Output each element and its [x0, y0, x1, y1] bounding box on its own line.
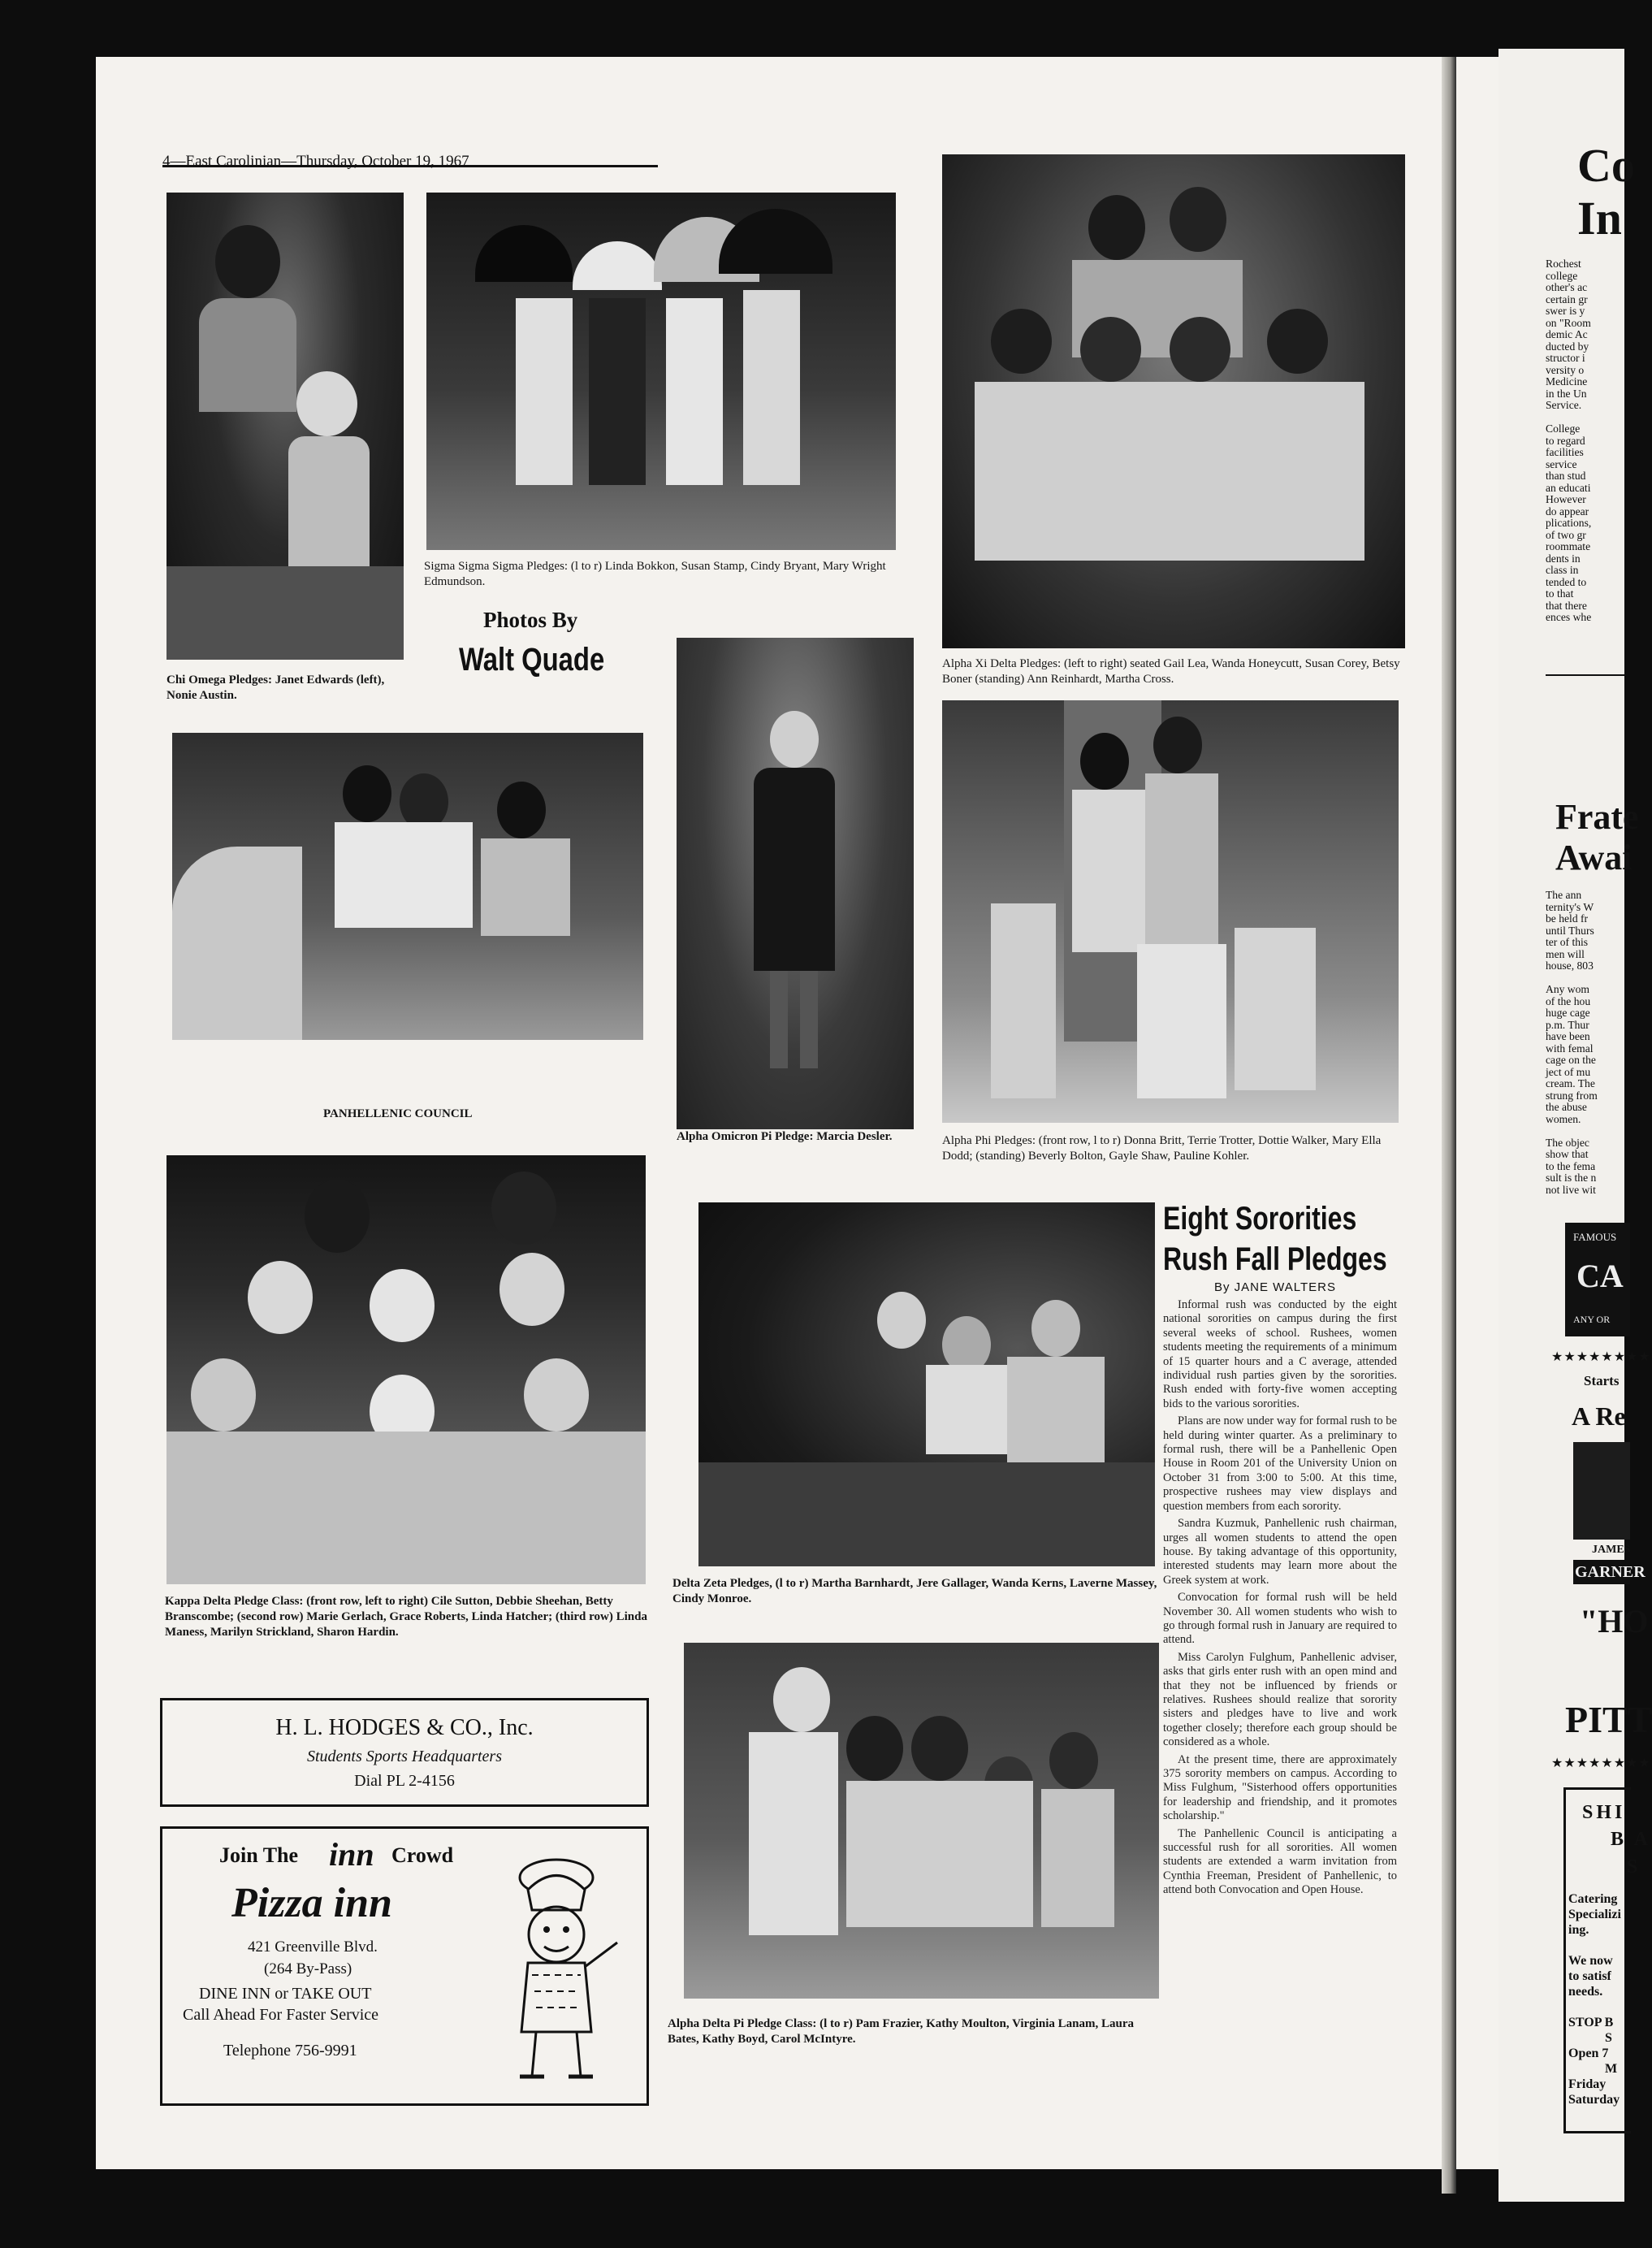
article-paragraph: At the present time, there are approximately 375 sorority members on campus. According to Miss Fulghum, "Sisterhood offers opportunities for leadership and friendship, and it promotes scholarship.": [1163, 1752, 1397, 1823]
ad-pizza-call: Call Ahead For Faster Service: [183, 2006, 379, 2024]
rp-line2: p.m. Thur: [1546, 1018, 1589, 1031]
ad-hodges-phone: Dial PL 2-4156: [354, 1772, 455, 1790]
rp-line: College: [1546, 422, 1581, 435]
photo-chi-omega: [166, 193, 404, 660]
rp-line: roommate: [1546, 540, 1591, 552]
rp-line2: men will: [1546, 947, 1585, 960]
rp-ad3-line: [1568, 1938, 1621, 1953]
rp-line: versity o: [1546, 363, 1585, 376]
rp-headline-3: Frate: [1555, 797, 1639, 837]
rp-line: service: [1546, 457, 1577, 470]
rp-line2: ject of mu: [1546, 1065, 1591, 1078]
rp-line: swer is y: [1546, 305, 1585, 317]
rp-ad1-bottom: ANY OR: [1573, 1314, 1611, 1325]
rp-ad3-text: [1568, 1891, 1621, 2107]
rp-line: [1546, 412, 1591, 424]
rp-line2: be held fr: [1546, 912, 1589, 925]
rp-line2: until Thurs: [1546, 924, 1594, 937]
rp-line2: house, 803: [1546, 959, 1594, 972]
rp-ad3-line: Friday: [1568, 2077, 1607, 2091]
rp-column-1: [1546, 258, 1591, 624]
rp-ad3-line: Specializi: [1568, 1908, 1621, 1921]
article-headline-line1: Eight Sororities: [1163, 1201, 1357, 1237]
ad-pizza-crowd: Crowd: [391, 1843, 454, 1867]
rp-line: do appear: [1546, 505, 1589, 518]
caption-alpha-phi: Alpha Phi Pledges: (front row, l to r) Donna Britt, Terrie Trotter, Dottie Walker, Mary Ella Dodd; (standing) Beverly Bolton, Gayle Shaw, Pauline Kohler.: [942, 1134, 1382, 1163]
rp-line2: ternity's W: [1546, 900, 1594, 913]
ad-pizza-address: 421 Greenville Blvd.: [248, 1938, 378, 1956]
rp-ad3-c: S: [1627, 1856, 1638, 1878]
ad-pizza-join: Join The: [219, 1843, 299, 1867]
rp-ad2-figure: [1573, 1442, 1630, 1540]
rp-line: to that: [1546, 587, 1574, 600]
folio-line: 4—East Carolinian—Thursday, October 19, 1967: [162, 153, 469, 170]
rp-ad3-line: ing.: [1568, 1923, 1589, 1937]
ad-pizza-phone: Telephone 756-9991: [223, 2042, 357, 2060]
rp-line: dents in: [1546, 552, 1581, 565]
rp-line: tended to: [1546, 575, 1587, 588]
rp-ad-catering: [1563, 1787, 1652, 2133]
article-body: [1163, 1298, 1397, 1901]
rp-ad3-line: Catering: [1568, 1892, 1618, 1906]
rp-star-border-bottom: ★★★★★★★★: [1551, 1756, 1651, 1770]
rp-ad2-top: Starts: [1584, 1373, 1620, 1388]
photo-panhellenic-council: [172, 733, 643, 1040]
photo-delta-zeta: [698, 1202, 1155, 1566]
rp-line2: The objec: [1546, 1136, 1589, 1149]
rp-line: structor i: [1546, 352, 1585, 364]
rp-line2: sult is the n: [1546, 1172, 1597, 1184]
photo-alpha-omicron-pi: [677, 638, 914, 1129]
rp-line: other's ac: [1546, 281, 1588, 293]
rp-line: class in: [1546, 564, 1579, 576]
photo-credit-name: Walt Quade: [459, 642, 605, 678]
rp-ad2-james: JAMES: [1592, 1544, 1631, 1556]
rp-line2: [1546, 972, 1598, 985]
rp-line2: not live wit: [1546, 1183, 1596, 1196]
caption-kappa-delta: Kappa Delta Pledge Class: (front row, left to right) Cile Sutton, Debbie Sheehan, Betty Branscombe; (second row) Marie Gerlach, Grace Roberts, Linda Hatcher; (third row) Linda Maness, Marilyn Strickland, Sharon Hardin.: [165, 1595, 647, 1639]
rp-line2: cage on the: [1546, 1054, 1596, 1066]
rp-headline-4: Awai: [1555, 838, 1633, 877]
rp-line: of two gr: [1546, 528, 1586, 541]
pizza-chef-icon: [487, 1845, 625, 2089]
rp-line: on "Room: [1546, 316, 1591, 329]
caption-panhellenic: PANHELLENIC COUNCIL: [323, 1107, 473, 1120]
rp-line: Service.: [1546, 399, 1582, 411]
rp-line: Rochest: [1546, 258, 1581, 270]
rp-line: plications,: [1546, 517, 1592, 529]
rp-ad3-line: needs.: [1568, 1985, 1603, 1999]
rp-column-2: [1546, 890, 1598, 1196]
rp-ad2-garner-band: [1573, 1560, 1646, 1584]
rp-line2: The ann: [1546, 889, 1582, 901]
rp-ad-famous: [1565, 1223, 1630, 1336]
caption-alpha-delta-pi: Alpha Delta Pi Pledge Class: (l to r) Pam Frazier, Kathy Moulton, Virginia Lanam, Laura Bates, Kathy Boyd, Carol McIntyre.: [668, 2017, 1134, 2046]
rp-ad2-a: A Re: [1572, 1401, 1626, 1431]
caption-sigma: Sigma Sigma Sigma Pledges: (l to r) Linda Bokkon, Susan Stamp, Cindy Bryant, Mary Wright Edmundson.: [424, 560, 886, 588]
article-paragraph: The Panhellenic Council is anticipating a successful rush for all sororities. All women students are extended a warm invitation from Cynthia Freeman, President of Panhellenic, to attend both Convocation and Open House.: [1163, 1826, 1397, 1897]
rp-headline-2: In: [1577, 192, 1622, 245]
rp-ad3-line: M: [1605, 2062, 1618, 2076]
rp-headline-1: Co: [1577, 139, 1635, 192]
photo-sigma-sigma-sigma: [426, 193, 896, 550]
rp-line2: ter of this: [1546, 936, 1589, 948]
rp-line: that there: [1546, 599, 1587, 612]
article-byline: By JANE WALTERS: [1214, 1280, 1337, 1294]
rp-ad2-pitt: PITT: [1565, 1699, 1652, 1740]
caption-chi-omega: Chi Omega Pledges: Janet Edwards (left), Nonie Austin.: [166, 674, 385, 702]
rp-line: ences whe: [1546, 611, 1592, 623]
photo-credit-label: Photos By: [483, 608, 578, 632]
rp-line: demic Ac: [1546, 328, 1588, 340]
rp-line: certain gr: [1546, 292, 1588, 305]
rp-ad3-line: Open 7: [1568, 2047, 1609, 2060]
rp-line2: with femal: [1546, 1042, 1594, 1055]
rp-line2: to the fema: [1546, 1159, 1596, 1172]
article-paragraph: Informal rush was conducted by the eight national sororities on campus during the first several weeks of school. Rushees, women students meeting the requirements of a minimum of 15 quarter hours and a C average, attended individual rush parties given by the sororities. Rush ended with forty-five women accepting bids to the various sororities.: [1163, 1298, 1397, 1410]
rp-line2: strung from: [1546, 1089, 1598, 1102]
rp-line: college: [1546, 269, 1578, 282]
photo-kappa-delta: [166, 1155, 646, 1584]
ad-pizza-dine: DINE INN or TAKE OUT: [199, 1985, 372, 2003]
folio-rule: [162, 165, 658, 167]
ad-hodges-tagline: Students Sports Headquarters: [307, 1748, 502, 1765]
rp-line2: cream. The: [1546, 1077, 1595, 1089]
article-paragraph: Convocation for formal rush will be held November 30. All women students who wish to go through formal rush in January are required to attend.: [1163, 1591, 1397, 1647]
rp-ad3-line: [1568, 1999, 1621, 2015]
photo-alpha-phi: [942, 700, 1399, 1123]
photo-alpha-delta-pi: [684, 1643, 1159, 1999]
rp-line: an educati: [1546, 481, 1591, 494]
rp-line: than stud: [1546, 470, 1586, 482]
article-headline-line2: Rush Fall Pledges: [1163, 1241, 1387, 1277]
article-paragraph: Miss Carolyn Fulghum, Panhellenic adviser, asks that girls enter rush with an open mind and that they not be influenced by friends or relatives. Rushees should realize that sorority sisters and pledges have to live and work together closely; therefore each group should be considered as a whole.: [1163, 1650, 1397, 1749]
caption-alpha-omicron: Alpha Omicron Pi Pledge: Marcia Desler.: [677, 1130, 893, 1143]
rp-ad3-line: to satisf: [1568, 1969, 1611, 1983]
rp-line: ducted by: [1546, 340, 1589, 353]
caption-delta-zeta: Delta Zeta Pledges, (l to r) Martha Barnhardt, Jere Gallager, Wanda Kerns, Laverne Massey, Cindy Monroe.: [672, 1577, 1157, 1605]
rp-line2: have been: [1546, 1030, 1590, 1042]
rp-ad3-a: SHI: [1582, 1802, 1626, 1823]
ad-pizza-brand: Pizza inn: [231, 1880, 392, 1926]
rp-ad2-garner: GARNER: [1575, 1563, 1646, 1581]
article-paragraph: Plans are now under way for formal rush to be held during winter quarter. As a preliminary to formal rush, there will be a Panhellenic Open House in Room 201 of the University Union on October 31 from 3:00 to 5:00. At this time, prospective rushees may view displays and question members from each sorority.: [1163, 1414, 1397, 1513]
rp-line: Medicine: [1546, 375, 1588, 388]
rp-ad1-top: FAMOUS: [1573, 1231, 1617, 1243]
rp-line2: Any wom: [1546, 983, 1589, 995]
ad-hodges-name: H. L. HODGES & CO., Inc.: [275, 1715, 534, 1740]
rp-line2: show that: [1546, 1148, 1589, 1160]
rp-star-border-top: ★★★★★★★★: [1551, 1350, 1651, 1364]
article-paragraph: Sandra Kuzmuk, Panhellenic rush chairman, urges all women students to attend the open house. By taking advantage of this opportunity, interested students may learn more about the Greek system at work.: [1163, 1517, 1397, 1587]
ad-pizza-inn-logo: inn: [329, 1836, 374, 1873]
rp-ad3-line: Saturday: [1568, 2093, 1620, 2107]
rp-line2: the abuse: [1546, 1101, 1587, 1113]
rp-line: to regard: [1546, 434, 1585, 447]
rp-ad3-line: STOP B: [1568, 2016, 1614, 2029]
ad-pizza-bypass: (264 By-Pass): [264, 1960, 352, 1977]
rp-line2: huge cage: [1546, 1007, 1590, 1019]
rp-line: However: [1546, 493, 1586, 505]
rp-line: facilities: [1546, 446, 1584, 458]
page-gutter: [1442, 57, 1456, 2194]
rp-ad3-line: We now: [1568, 1954, 1613, 1968]
rp-divider: [1546, 674, 1624, 676]
rp-line: in the Un: [1546, 387, 1587, 400]
ad-hodges: [160, 1698, 649, 1807]
photo-alpha-xi-delta: [942, 154, 1405, 648]
rp-ad3-b: B A: [1611, 1829, 1652, 1850]
rp-ad1-mid: CA: [1576, 1258, 1624, 1294]
caption-alpha-xi: Alpha Xi Delta Pledges: (left to right) seated Gail Lea, Wanda Honeycutt, Susan Corey, Betsy Boner (standing) Ann Reinhardt, Martha Cross.: [942, 657, 1400, 686]
rp-ad2-ho: "HO: [1580, 1603, 1649, 1639]
rp-ad3-line: S: [1605, 2031, 1612, 2045]
rp-line2: [1546, 1125, 1598, 1137]
adjacent-page: [1498, 49, 1652, 2202]
ad-pizza-inn: [160, 1826, 649, 2106]
rp-line2: women.: [1546, 1112, 1581, 1125]
rp-line2: of the hou: [1546, 994, 1591, 1007]
